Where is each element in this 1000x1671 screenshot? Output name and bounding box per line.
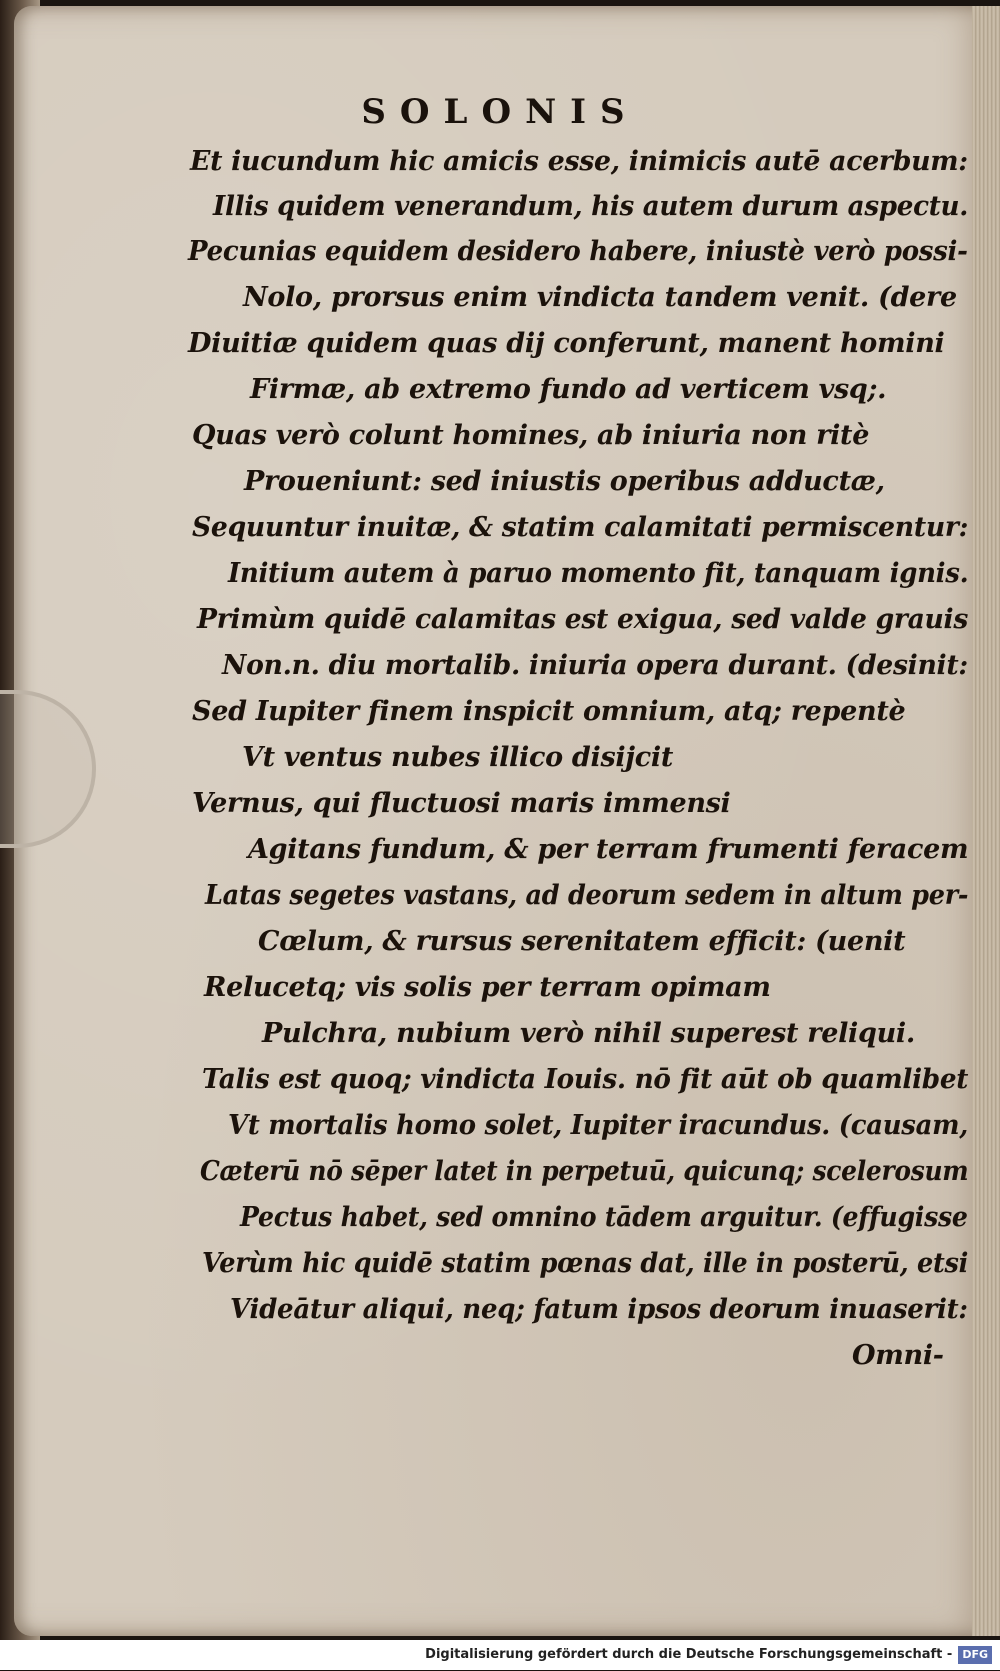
- dfg-logo: DFG: [958, 1646, 992, 1664]
- verse-line: Talis est quoq; vindicta Iouis. nō fit aūt ob quamlibet: [202, 1064, 969, 1095]
- verse-line: Cæterū nō sēper latet in perpetuū, quicunq; scelerosum: [200, 1156, 969, 1187]
- verse-line: Diuitiæ quidem quas dij conferunt, manent homini: [188, 328, 945, 359]
- verse-line: Vt ventus nubes illico disijcit: [242, 742, 674, 773]
- verse-line: Primùm quidē calamitas est exigua, sed valde grauis: [197, 604, 969, 635]
- verse-line: Non.n. diu mortalib. iniuria opera durant. (desinit:: [222, 650, 968, 681]
- verse-line: Videātur aliqui, neq; fatum ipsos deorum inuaserit:: [230, 1294, 968, 1325]
- verse-line: Vt mortalis homo solet, Iupiter iracundus. (causam,: [228, 1110, 968, 1141]
- verse-line: Relucetq; vis solis per terram opimam: [204, 972, 771, 1003]
- verse-line: Cœlum, & rursus serenitatem efficit: (uenit: [258, 926, 906, 957]
- verse-line: Vernus, qui fluctuosi maris immensi: [192, 788, 731, 819]
- running-head: SOLONIS: [361, 92, 639, 132]
- verse-line: Agitans fundum, & per terram frumenti feracem: [248, 834, 969, 865]
- verse-line: Initium autem à paruo momento fit, tanquam ignis.: [228, 558, 969, 589]
- verse-line: Pectus habet, sed omnino tādem arguitur. (effugisse: [240, 1202, 968, 1233]
- verse-line: Quas verò colunt homines, ab iniuria non ritè: [192, 420, 870, 451]
- verse-line: Proueniunt: sed iniustis operibus adductæ,: [244, 466, 885, 497]
- footer-credit: Digitalisierung gefördert durch die Deutsche Forschungsgemeinschaft -: [425, 1647, 953, 1662]
- digitization-footer: [0, 1640, 1000, 1670]
- verse-line: Firmæ, ab extremo fundo ad verticem vsq;.: [250, 374, 887, 405]
- catchword: Omni-: [852, 1340, 944, 1371]
- page-edge: [972, 6, 1000, 1636]
- verse-line: Pulchra, nubium verò nihil superest reliqui.: [262, 1018, 915, 1049]
- verse-line: Pecunias equidem desidero habere, iniustè verò possi-: [188, 236, 968, 267]
- verse-line: Sed Iupiter finem inspicit omnium, atq; repentè: [192, 696, 906, 727]
- verse-line: Latas segetes vastans, ad deorum sedem in altum per-: [205, 880, 969, 911]
- verse-line: Sequuntur inuitæ, & statim calamitati permiscentur:: [192, 512, 969, 543]
- verse-line: Nolo, prorsus enim vindicta tandem venit. (dere: [243, 282, 957, 313]
- verse-line: Verùm hic quidē statim pœnas dat, ille in posterū, etsi: [202, 1248, 969, 1279]
- verse-line: Et iucundum hic amicis esse, inimicis autē acerbum:: [190, 146, 968, 177]
- verse-line: Illis quidem venerandum, his autem durum aspectu.: [213, 191, 969, 222]
